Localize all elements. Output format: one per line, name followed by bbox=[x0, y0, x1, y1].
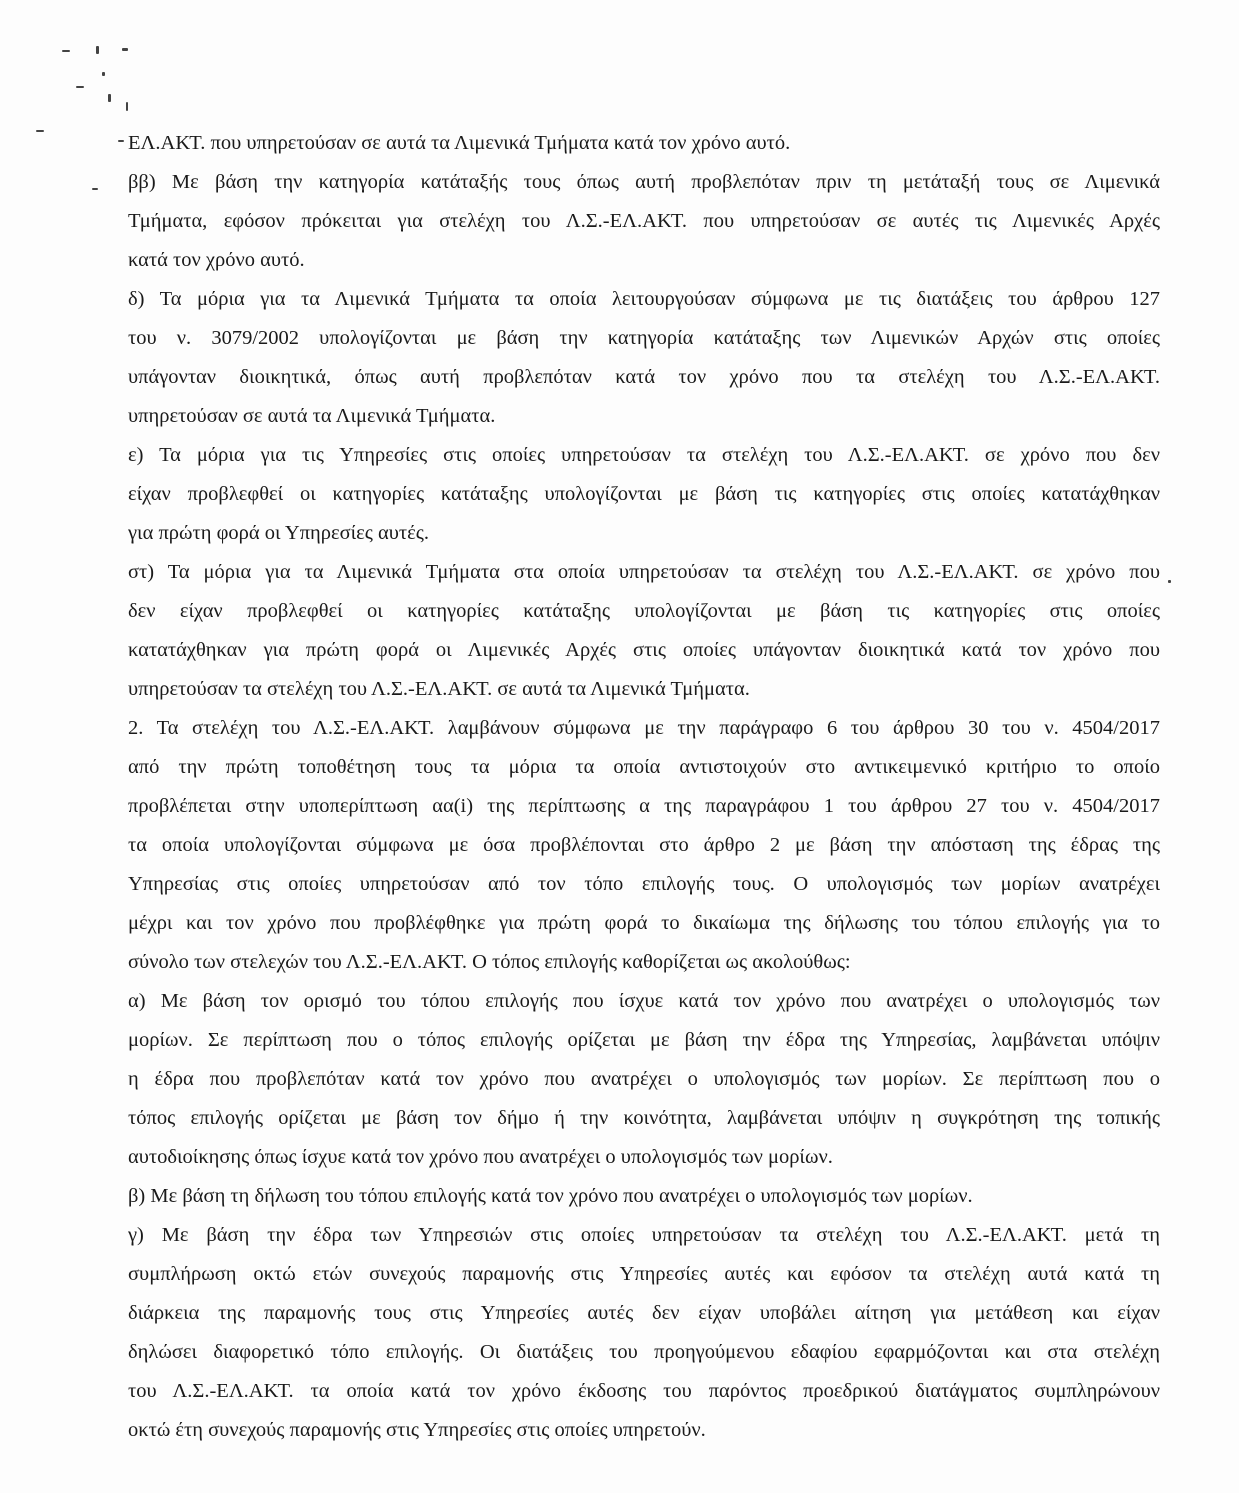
text-line: γ) Με βάση την έδρα των Υπηρεσιών στις οποίες υπηρετούσαν τα στελέχη του Λ.Σ.-ΕΛ.ΑΚΤ. μετά τη bbox=[128, 1224, 1160, 1246]
text-line: δηλώσει διαφορετικό τόπο επιλογής. Οι διατάξεις του προηγούμενου εδαφίου εφαρμόζονται και στα στελέχη bbox=[128, 1341, 1160, 1363]
text-line: ββ) Με βάση την κατηγορία κατάταξής τους όπως αυτή προβλεπόταν πριν τη μετάταξή τους σε Λιμενικά bbox=[128, 171, 1160, 193]
text-line: κατά τον χρόνο αυτό. bbox=[128, 249, 305, 271]
scan-speck bbox=[102, 72, 105, 76]
text-line: υπηρετούσαν τα στελέχη του Λ.Σ.-ΕΛ.ΑΚΤ. σε αυτά τα Λιμενικά Τμήματα. bbox=[128, 678, 750, 700]
text-line: α) Με βάση τον ορισμό του τόπου επιλογής που ίσχυε κατά τον χρόνο που ανατρέχει ο υπολογισμός των bbox=[128, 990, 1160, 1012]
text-line: του ν. 3079/2002 υπολογίζονται με βάση την κατηγορία κατάταξης των Λιμενικών Αρχών στις οποίες bbox=[128, 327, 1160, 349]
text-line: Τμήματα, εφόσον πρόκειται για στελέχη του Λ.Σ.-ΕΛ.ΑΚΤ. που υπηρετούσαν σε αυτές τις Λιμενικές Αρχές bbox=[128, 210, 1160, 232]
scan-speck bbox=[126, 102, 128, 111]
text-line: του Λ.Σ.-ΕΛ.ΑΚΤ. τα οποία κατά τον χρόνο έκδοσης του παρόντος προεδρικού διατάγματος συμπληρώνουν bbox=[128, 1380, 1160, 1402]
scan-speck bbox=[76, 86, 84, 88]
text-line: Υπηρεσίας στις οποίες υπηρετούσαν από τον τόπο επιλογής τους. Ο υπολογισμός των μορίων ανατρέχει bbox=[128, 873, 1160, 895]
text-line: διάρκεια της παραμονής τους στις Υπηρεσίες αυτές δεν είχαν υποβάλει αίτηση για μετάθεση και είχαν bbox=[128, 1302, 1160, 1324]
text-line: από την πρώτη τοποθέτηση τους τα μόρια τα οποία αντιστοιχούν στο αντικειμενικό κριτήριο το οποίο bbox=[128, 756, 1160, 778]
text-line: σύνολο των στελεχών του Λ.Σ.-ΕΛ.ΑΚΤ. Ο τόπος επιλογής καθορίζεται ως ακολούθως: bbox=[128, 951, 851, 973]
text-line: συμπλήρωση οκτώ ετών συνεχούς παραμονής στις Υπηρεσίες αυτές και εφόσον τα στελέχη αυτά κατά τη bbox=[128, 1263, 1160, 1285]
text-line: για πρώτη φορά οι Υπηρεσίες αυτές. bbox=[128, 522, 430, 544]
scan-speck bbox=[1168, 580, 1171, 583]
scan-speck bbox=[122, 48, 128, 51]
text-line: οκτώ έτη συνεχούς παραμονής στις Υπηρεσίες στις οποίες υπηρετούν. bbox=[128, 1419, 706, 1441]
text-line: β) Με βάση τη δήλωση του τόπου επιλογής κατά τον χρόνο που ανατρέχει ο υπολογισμός των μορίων. bbox=[128, 1185, 973, 1207]
text-line: δεν είχαν προβλεφθεί οι κατηγορίες κατάταξης υπολογίζονται με βάση τις κατηγορίες στις οποίες bbox=[128, 600, 1160, 622]
scan-speck bbox=[92, 188, 98, 190]
text-line: μέχρι και τον χρόνο που προβλέφθηκε για πρώτη φορά το δικαίωμα της δήλωσης του τόπου επιλογής για το bbox=[128, 912, 1160, 934]
text-line: τόπος επιλογής ορίζεται με βάση τον δήμο ή την κοινότητα, λαμβάνεται υπόψιν η συγκρότηση της τοπικής bbox=[128, 1107, 1160, 1129]
text-line: ε) Τα μόρια για τις Υπηρεσίες στις οποίες υπηρετούσαν τα στελέχη του Λ.Σ.-ΕΛ.ΑΚΤ. σε χρόνο που δεν bbox=[128, 444, 1160, 466]
text-line: είχαν προβλεφθεί οι κατηγορίες κατάταξης υπολογίζονται με βάση τις κατηγορίες στις οποίες κατατάχθηκαν bbox=[128, 483, 1160, 505]
text-line: υπάγονταν διοικητικά, όπως αυτή προβλεπόταν κατά τον χρόνο που τα στελέχη του Λ.Σ.-ΕΛ.ΑΚΤ. bbox=[128, 366, 1160, 388]
scan-speck bbox=[96, 46, 99, 54]
scan-speck bbox=[118, 140, 124, 142]
scan-speck bbox=[108, 94, 111, 102]
scan-speck bbox=[36, 130, 44, 132]
text-line: ΕΛ.ΑΚΤ. που υπηρετούσαν σε αυτά τα Λιμενικά Τμήματα κατά τον χρόνο αυτό. bbox=[128, 132, 791, 154]
text-line: προβλέπεται στην υποπερίπτωση αα(i) της περίπτωσης α της παραγράφου 1 του άρθρου 27 του ν. 4504/2017 bbox=[128, 795, 1160, 817]
text-line: στ) Τα μόρια για τα Λιμενικά Τμήματα στα οποία υπηρετούσαν τα στελέχη του Λ.Σ.-ΕΛ.ΑΚΤ. σε χρόνο που bbox=[128, 561, 1160, 583]
scan-speck bbox=[62, 50, 70, 52]
text-line: υπηρετούσαν σε αυτά τα Λιμενικά Τμήματα. bbox=[128, 405, 496, 427]
text-line: μορίων. Σε περίπτωση που ο τόπος επιλογής ορίζεται με βάση την έδρα της Υπηρεσίας, λαμβάνεται υπόψιν bbox=[128, 1029, 1160, 1051]
text-line: η έδρα που προβλεπόταν κατά τον χρόνο που ανατρέχει ο υπολογισμός των μορίων. Σε περίπτωση που ο bbox=[128, 1068, 1160, 1090]
text-line: κατατάχθηκαν για πρώτη φορά οι Λιμενικές Αρχές στις οποίες υπάγονταν διοικητικά κατά τον χρόνο που bbox=[128, 639, 1160, 661]
text-line: 2. Τα στελέχη του Λ.Σ.-ΕΛ.ΑΚΤ. λαμβάνουν σύμφωνα με την παράγραφο 6 του άρθρου 30 του ν. 4504/2017 bbox=[128, 717, 1160, 739]
text-line: δ) Τα μόρια για τα Λιμενικά Τμήματα τα οποία λειτουργούσαν σύμφωνα με τις διατάξεις του άρθρου 127 bbox=[128, 288, 1160, 310]
document-body bbox=[128, 124, 1160, 1450]
text-line: τα οποία υπολογίζονται σύμφωνα με όσα προβλέπονται στο άρθρο 2 με βάση την απόσταση της έδρας της bbox=[128, 834, 1160, 856]
text-line: αυτοδιοίκησης όπως ίσχυε κατά τον χρόνο που ανατρέχει ο υπολογισμός των μορίων. bbox=[128, 1146, 833, 1168]
